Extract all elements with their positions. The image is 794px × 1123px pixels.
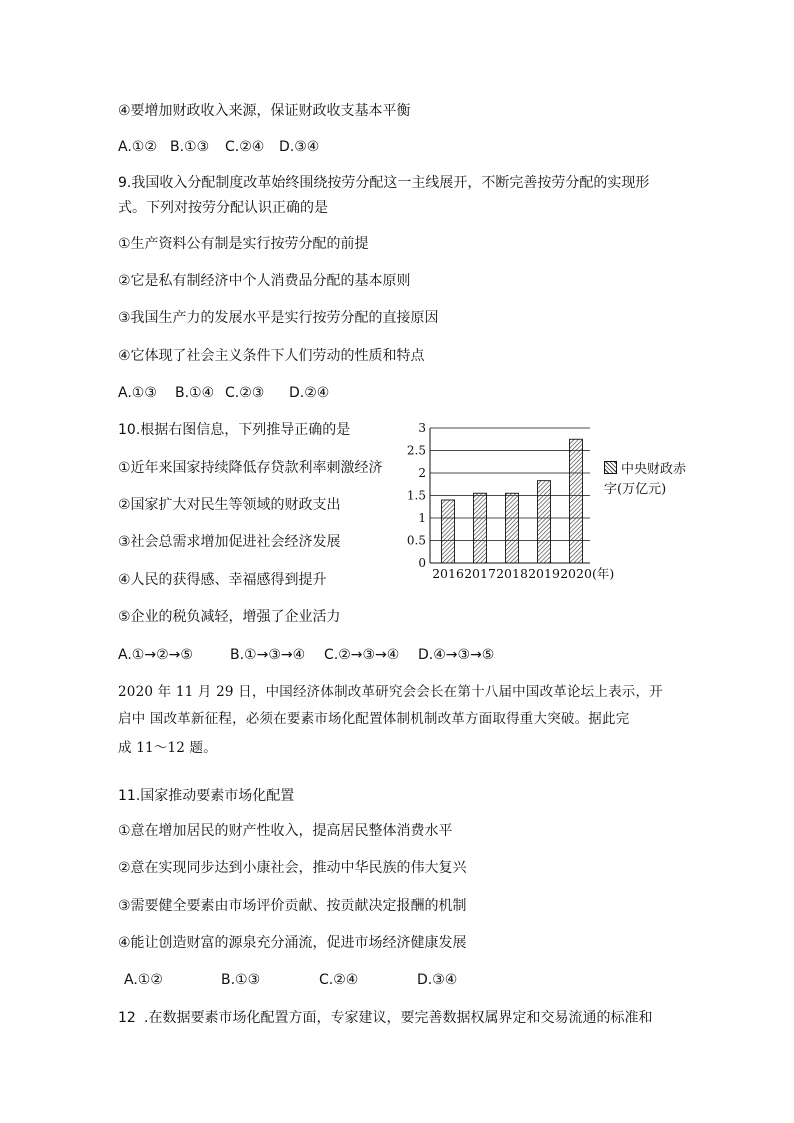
q8-option-b[interactable]: B.①③ (170, 139, 210, 155)
x-tick-label: 2020 (560, 566, 592, 581)
q11-option-c[interactable]: C.②④ (319, 972, 359, 988)
q9-item-2: ②它是私有制经济中个人消费品分配的基本原则 (118, 273, 411, 289)
q9-option-d[interactable]: D.②④ (289, 385, 330, 401)
q8-option-c[interactable]: C.②④ (225, 139, 265, 155)
q9-item-4: ④它体现了社会主义条件下人们劳动的性质和特点 (118, 348, 425, 364)
q12-stem-text: .在数据要素市场化配置方面，专家建议，要完善数据权属界定和交易流通的标准和 (144, 1010, 653, 1026)
q12-number: 12 (118, 1010, 136, 1026)
y-tick-label: 2.5 (406, 443, 426, 458)
q9-option-a[interactable]: A.①③ (118, 385, 157, 401)
q11-option-b[interactable]: B.①③ (221, 972, 261, 988)
q10-option-d[interactable]: D.④→③→⑤ (418, 647, 495, 663)
q10-item-1: ①近年来国家持续降低存贷款利率刺激经济 (118, 460, 383, 476)
q9-option-c[interactable]: C.②③ (225, 385, 265, 401)
q10-option-a[interactable]: A.①→②→⑤ (118, 647, 193, 663)
legend-swatch (604, 461, 617, 474)
q10-options (118, 645, 494, 665)
q11-item-4: ④能让创造财富的源泉充分涌流，促进市场经济健康发展 (118, 935, 467, 951)
legend-label-line-2: 字(万亿元) (604, 482, 667, 497)
x-tick-label: 2019 (528, 566, 560, 581)
passage-line-2: 启中 国改革新征程，必须在要素市场化配置体制机制改革方面取得重大突破。据此完 (118, 711, 630, 727)
q9-options (118, 383, 329, 403)
bar-2016 (442, 500, 455, 563)
x-axis-unit-label: (年) (592, 566, 615, 581)
q8-item-4: ④要增加财政收入来源，保证财政收支基本平衡 (118, 103, 411, 119)
passage-line-1: 2020 年 11 月 29 日，中国经济体制改革研究会会长在第十八届中国改革论坛上表示，开 (118, 684, 663, 700)
legend-label-line-1: 中央财政赤 (621, 462, 687, 477)
q10-item-3: ③社会总需求增加促进社会经济发展 (118, 534, 341, 550)
bar-2018 (506, 493, 519, 563)
q9-stem-line-1: 9.我国收入分配制度改革始终围绕按劳分配这一主线展开，不断完善按劳分配的实现形 (118, 175, 650, 191)
q8-options (118, 137, 319, 157)
q11-stem: 11.国家推动要素市场化配置 (118, 788, 295, 804)
x-tick-label: 2016 (432, 566, 464, 581)
bar-2019 (538, 481, 551, 563)
q10-item-2: ②国家扩大对民生等领域的财政支出 (118, 497, 341, 513)
q10-item-5: ⑤企业的税负减轻，增强了企业活力 (118, 609, 341, 625)
q11-item-1: ①意在增加居民的财产性收入，提高居民整体消费水平 (118, 823, 453, 839)
q10-option-b[interactable]: B.①→③→④ (230, 647, 306, 663)
q9-item-3: ③我国生产力的发展水平是实行按劳分配的直接原因 (118, 310, 439, 326)
y-tick-label: 0.5 (406, 533, 426, 548)
y-tick-label: 1.5 (406, 488, 426, 503)
x-tick-label: 2018 (496, 566, 528, 581)
q9-item-1: ①生产资料公有制是实行按劳分配的前提 (118, 236, 369, 252)
q8-option-a[interactable]: A.①② (118, 139, 157, 155)
passage-line-3: 成 11～12 题。 (118, 740, 217, 756)
chart-legend (604, 460, 686, 500)
q10-option-c[interactable]: C.②→③→④ (324, 647, 400, 663)
q11-option-a[interactable]: A.①② (124, 972, 163, 988)
q10-stem: 10.根据右图信息，下列推导正确的是 (118, 422, 351, 438)
y-tick-label: 1 (418, 511, 426, 525)
q10-item-4: ④人民的获得感、幸福感得到提升 (118, 572, 327, 588)
q12-stem (118, 1008, 652, 1028)
q11-options (124, 970, 457, 990)
y-tick-label: 2 (418, 466, 426, 480)
y-tick-label: 3 (418, 421, 426, 435)
q8-option-d[interactable]: D.③④ (279, 139, 320, 155)
q11-item-2: ②意在实现同步达到小康社会，推动中华民族的伟大复兴 (118, 860, 467, 876)
y-tick-label: 0 (418, 556, 426, 570)
bar-2020 (570, 439, 583, 563)
fiscal-deficit-bar-chart (400, 418, 636, 588)
q9-option-b[interactable]: B.①④ (175, 385, 215, 401)
q11-item-3: ③需要健全要素由市场评价贡献、按贡献决定报酬的机制 (118, 898, 467, 914)
bar-2017 (474, 493, 487, 563)
x-tick-label: 2017 (464, 566, 496, 581)
q9-stem-line-2: 式。下列对按劳分配认识正确的是 (118, 200, 328, 216)
q11-option-d[interactable]: D.③④ (417, 972, 458, 988)
